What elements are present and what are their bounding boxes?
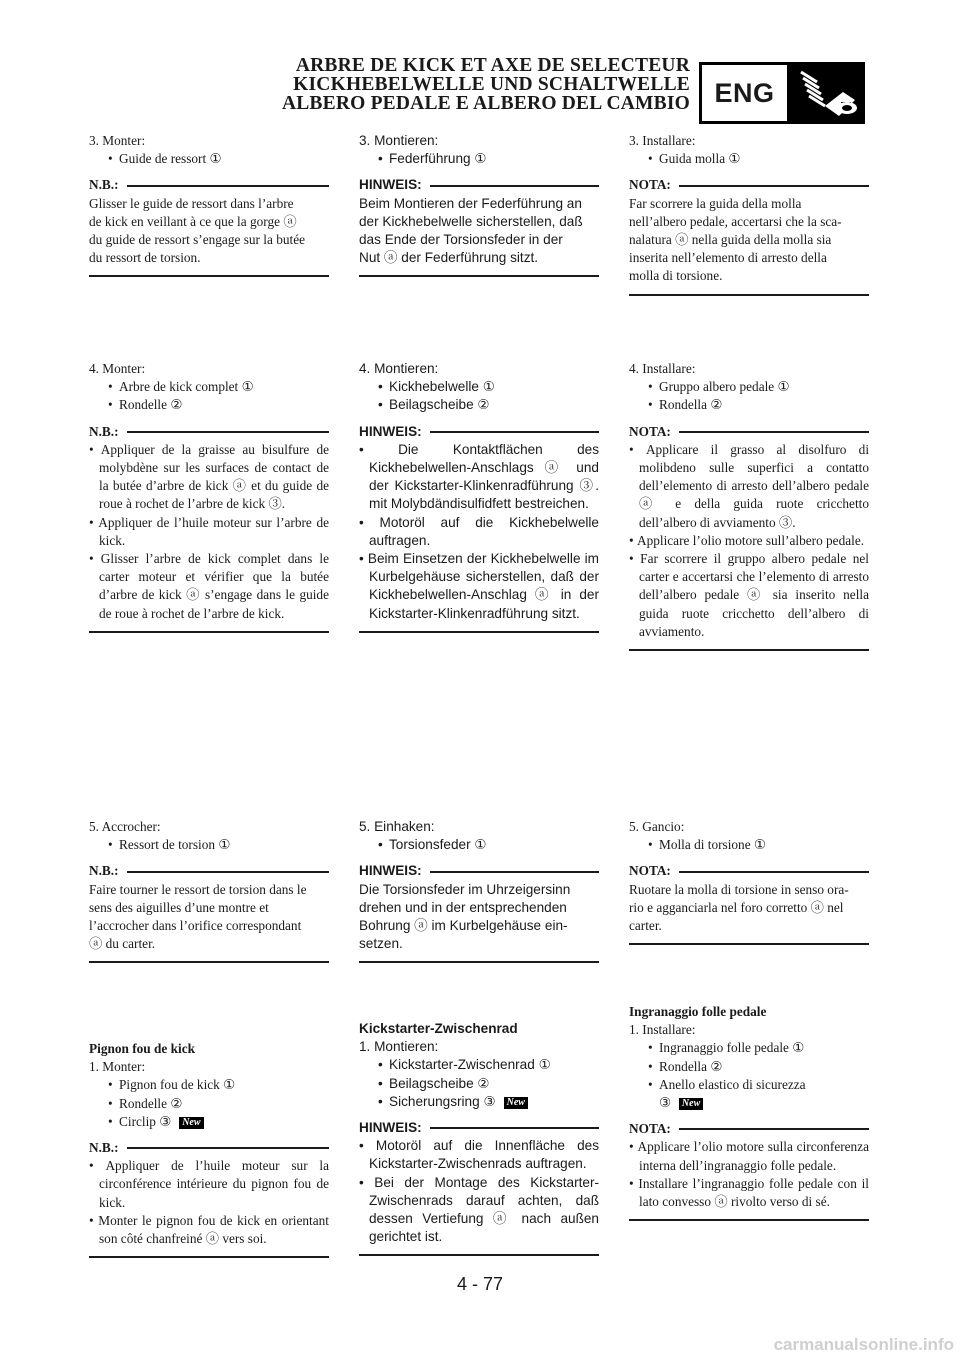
- note-item: • Applicare l’olio motore sulla circonferenza interna dell’ingranaggio folle pedale.: [629, 1138, 869, 1174]
- note-line: Nut ⓐ der Federführung sitzt.: [359, 250, 539, 266]
- step-heading: 1. Installare:: [629, 1022, 696, 1038]
- note-line: drehen und in der entsprechenden: [359, 899, 567, 915]
- note-line: setzen.: [359, 936, 403, 952]
- list-item: • Rondelle ②: [89, 396, 329, 414]
- step-heading: 4. Monter:: [89, 361, 146, 376]
- note-item: • Motoröl auf die Innenfläche des Kickstarter-Zwischenrads auftragen.: [359, 1137, 599, 1173]
- note-line: rio e agganciarla nel foro corretto ⓐ nel: [629, 899, 844, 915]
- fr-step-5: [89, 818, 329, 963]
- step-heading: 1. Montieren:: [359, 1039, 439, 1055]
- new-badge: New: [179, 1117, 203, 1129]
- list-item: • Molla di torsione ①: [629, 836, 869, 854]
- step-heading: 1. Monter:: [89, 1059, 146, 1075]
- it-step-5: [629, 818, 869, 945]
- eng-label-box: [699, 62, 787, 124]
- note-label: NOTA:: [629, 863, 671, 879]
- it-step-3: [629, 132, 869, 296]
- list-item: • Kickstarter-Zwischenrad ①: [359, 1056, 599, 1074]
- list-item: • Rondella ②: [629, 396, 869, 414]
- de-step-4: [359, 360, 599, 633]
- note-item: • Far scorrere il gruppo albero pedale nel carter e accertarsi che l’elemento di arresto dell’albero pedale ⓐ sia inserito nella guida ruote cricchetto dell’albero di avviamento.: [629, 550, 869, 641]
- note-line: ⓐ du carter.: [89, 936, 156, 952]
- list-item: • Kickhebelwelle ①: [359, 378, 599, 396]
- note-line: Faire tourner le ressort de torsion dans le: [89, 881, 307, 897]
- note-line: Far scorrere la guida della molla: [629, 195, 802, 211]
- list-item: • Rondelle ②: [89, 1095, 329, 1113]
- note-label: N.B.:: [89, 177, 119, 193]
- step-heading: 5. Einhaken:: [359, 819, 435, 834]
- step-heading: 3. Monter:: [89, 133, 146, 148]
- list-item: • Federführung ①: [359, 150, 599, 168]
- note-line: Die Torsionsfeder im Uhrzeigersinn: [359, 881, 571, 897]
- step-heading: 3. Installare:: [629, 133, 696, 148]
- note-item: • Motoröl auf die Kickhebelwelle auftragen.: [359, 514, 599, 550]
- note-line: Glisser le guide de ressort dans l’arbre: [89, 195, 294, 211]
- note-label: HINWEIS:: [359, 423, 422, 439]
- list-item: • Rondella ②: [629, 1058, 869, 1076]
- step-heading: 5. Gancio:: [629, 819, 685, 834]
- section-title: Ingranaggio folle pedale: [629, 1004, 767, 1019]
- de-kick-idle-gear: [359, 1020, 599, 1256]
- new-badge: New: [679, 1098, 703, 1110]
- page-number: 4 - 77: [456, 1274, 504, 1294]
- title-fr: ARBRE DE KICK ET AXE DE SELECTEUR: [295, 55, 690, 76]
- note-label: HINWEIS:: [359, 863, 422, 879]
- note-label: NOTA:: [629, 1121, 671, 1137]
- new-badge: New: [504, 1097, 528, 1109]
- note-line: nell’albero pedale, accertarsi che la sca-: [629, 213, 842, 229]
- list-item: • Ingranaggio folle pedale ①: [629, 1039, 869, 1057]
- note-line: de kick en veillant à ce que la gorge ⓐ: [89, 213, 297, 229]
- note-line: du ressort de torsion.: [89, 250, 201, 266]
- note-label: HINWEIS:: [359, 177, 422, 193]
- note-label: N.B.:: [89, 1140, 119, 1156]
- note-label: HINWEIS:: [359, 1120, 422, 1136]
- section-title: Pignon fou de kick: [89, 1041, 196, 1056]
- note-item: • Monter le pignon fou de kick en orientant son côté chanfreiné ⓐ vers soi.: [89, 1212, 329, 1248]
- list-item: • Guide de ressort ①: [89, 150, 329, 168]
- title-it: ALBERO PEDALE E ALBERO DEL CAMBIO: [281, 93, 690, 114]
- note-item: • Bei der Montage des Kickstarter-Zwischenrads darauf achten, daß dessen Vertiefung ⓐ nach außen gerichtet ist.: [359, 1174, 599, 1247]
- note-line: Beim Montieren der Federführung an: [359, 195, 582, 211]
- section-badge: [699, 62, 865, 124]
- list-item: • Torsionsfeder ①: [359, 836, 599, 854]
- fr-kick-idle-gear: [89, 1040, 329, 1258]
- note-line: das Ende der Torsionsfeder in der: [359, 232, 563, 248]
- list-item: • Gruppo albero pedale ①: [629, 378, 869, 396]
- note-item: • Appliquer de la graisse au bisulfure de molybdène sur les surfaces de contact de la butée d’arbre de kick ⓐ et du guide de roue à rochet de l’arbre de kick ③.: [89, 441, 329, 514]
- note-item: • Beim Einsetzen der Kickhebelwelle im Kurbelgehäuse sicherstellen, daß der Kickhebelwellen-Anschlag ⓐ in der Kickstarter-Klinkenradführung sitzt.: [359, 550, 599, 623]
- it-step-4: [629, 360, 869, 651]
- list-item: ③ New: [629, 1094, 869, 1112]
- list-item: • Beilagscheibe ②: [359, 1075, 599, 1093]
- note-item: • Appliquer de l’huile moteur sur l’arbre de kick.: [89, 514, 329, 550]
- it-kick-idle-gear: [629, 1003, 869, 1221]
- eng-label: ENG: [714, 77, 775, 108]
- spring-tool-icon: [787, 62, 865, 124]
- step-heading: 4. Montieren:: [359, 361, 439, 376]
- note-item: • Installare l’ingranaggio folle pedale con il lato convesso ⓐ rivolto verso di sé.: [629, 1175, 869, 1211]
- note-item: • Glisser l’arbre de kick complet dans le carter moteur et vérifier que la butée d’arbre de kick ⓐ s’engage dans le guide de roue à rochet de l’arbre de kick.: [89, 550, 329, 623]
- fr-step-4: [89, 360, 329, 633]
- note-label: N.B.:: [89, 863, 119, 879]
- note-line: sens des aiguilles d’une montre et: [89, 899, 269, 915]
- de-step-5: [359, 818, 599, 963]
- section-title: Kickstarter-Zwischenrad: [359, 1021, 518, 1036]
- step-heading: 5. Accrocher:: [89, 819, 161, 834]
- note-line: Bohrung ⓐ im Kurbelgehäuse ein-: [359, 918, 568, 934]
- step-heading: 4. Installare:: [629, 361, 696, 376]
- note-item: • Applicare l’olio motore sull’albero pedale.: [629, 532, 869, 550]
- list-item: • Guida molla ①: [629, 150, 869, 168]
- list-item: • Sicherungsring ③ New: [359, 1093, 599, 1111]
- note-line: inserita nell’elemento di arresto della: [629, 250, 827, 266]
- note-item: • Applicare il grasso al disolfuro di molibdeno sulle superfici a contatto dell’elemento di arresto dell’albero pedale ⓐ e della guida ruote cricchetto dell’albero di avviamento ③.: [629, 441, 869, 532]
- note-line: nalatura ⓐ nella guida della molla sia: [629, 232, 832, 248]
- note-line: l’accrocher dans l’orifice correspondant: [89, 918, 302, 934]
- list-item: • Pignon fou de kick ①: [89, 1076, 329, 1094]
- note-label: N.B.:: [89, 423, 119, 439]
- note-label: NOTA:: [629, 177, 671, 193]
- list-item: • Circlip ③ New: [89, 1113, 329, 1131]
- fr-step-3: [89, 132, 329, 277]
- note-line: molla di torsione.: [629, 268, 723, 284]
- note-line: Ruotare la molla di torsione in senso ora-: [629, 881, 849, 897]
- note-line: carter.: [629, 918, 662, 934]
- list-item: • Arbre de kick complet ①: [89, 378, 329, 396]
- note-line: du guide de ressort s’engage sur la butée: [89, 232, 306, 248]
- de-step-3: [359, 132, 599, 277]
- note-item: • Appliquer de l’huile moteur sur la circonférence intérieure du pignon fou de kick.: [89, 1157, 329, 1212]
- header-titles: [282, 56, 690, 113]
- watermark: carmanualsonline.info: [773, 1335, 954, 1354]
- note-label: NOTA:: [629, 423, 671, 439]
- title-de: KICKHEBELWELLE UND SCHALTWELLE: [293, 74, 690, 95]
- list-item: • Anello elastico di sicurezza: [629, 1076, 869, 1094]
- note-item: • Die Kontaktflächen des Kickhebelwellen-Anschlags ⓐ und der Kickstarter-Klinkenradführung ③. mit Molybdändisulfidfett bestreichen.: [359, 441, 599, 514]
- list-item: • Ressort de torsion ①: [89, 836, 329, 854]
- step-heading: 3. Montieren:: [359, 133, 439, 148]
- note-line: der Kickhebelwelle sicherstellen, daß: [359, 213, 583, 229]
- list-item: • Beilagscheibe ②: [359, 396, 599, 414]
